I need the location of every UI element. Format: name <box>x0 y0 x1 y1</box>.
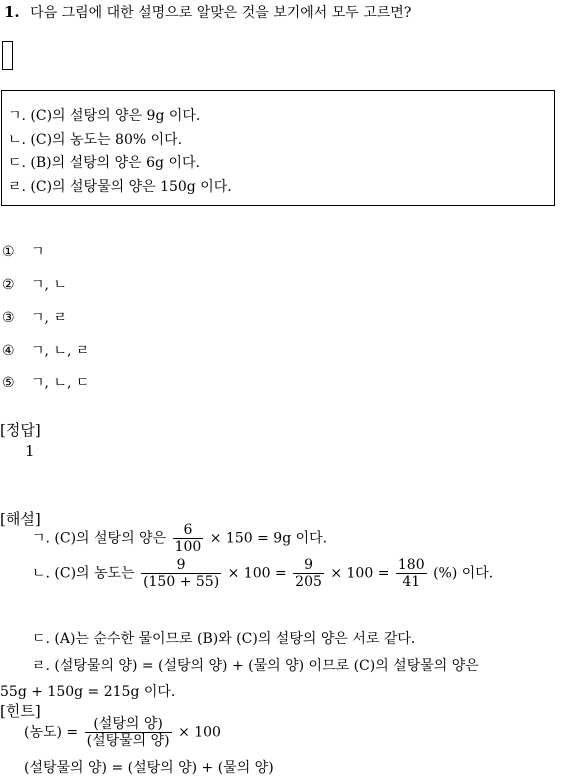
question-header <box>4 2 411 22</box>
choice-text: ㄱ, ㄴ <box>31 277 67 293</box>
question-number: 1. <box>4 3 20 21</box>
answer-value: 1 <box>25 442 35 460</box>
denominator: (150 + 55) <box>143 574 220 590</box>
choice-5[interactable] <box>2 372 89 392</box>
explanation-line-4: ㄹ. (설탕물의 양) = (설탕의 양) + (물의 양) 이므로 (C)의 설탕물의 양은 <box>32 658 479 674</box>
numerator: 180 <box>397 557 425 573</box>
numerator: 9 <box>176 557 186 573</box>
fraction <box>293 557 324 590</box>
explanation-label: [해설] <box>0 510 41 528</box>
numerator: 9 <box>304 557 313 573</box>
denominator: (설탕물의 양) <box>86 733 170 749</box>
figure-placeholder <box>2 41 13 70</box>
explanation-line-2 <box>32 557 493 590</box>
numerator: 6 <box>183 522 193 538</box>
choice-mark: ⑤ <box>2 375 15 391</box>
bogi-item-2: ㄴ. (C)의 농도는 80% 이다. <box>8 132 183 148</box>
choice-text: ㄱ, ㄴ, ㄹ <box>31 343 90 359</box>
fraction <box>141 557 221 590</box>
numerator: (설탕의 양) <box>93 716 163 732</box>
choice-mark: ② <box>2 277 15 293</box>
explanation-line-1 <box>32 522 327 555</box>
bogi-item-3: ㄷ. (B)의 설탕의 양은 6g 이다. <box>8 155 200 171</box>
question-text: 다음 그림에 대한 설명으로 알맞은 것을 보기에서 모두 고르면? <box>30 5 412 21</box>
choice-mark: ④ <box>2 343 15 359</box>
choice-4[interactable] <box>2 340 89 360</box>
choice-text: ㄱ, ㄹ <box>31 310 67 326</box>
choice-mark: ③ <box>2 310 15 326</box>
bogi-item-1: ㄱ. (C)의 설탕의 양은 9g 이다. <box>8 108 201 124</box>
text: × 100 <box>178 724 221 741</box>
hint-label: [힌트] <box>0 702 41 720</box>
denominator: 100 <box>174 539 202 555</box>
choice-3[interactable] <box>2 307 67 327</box>
fraction <box>85 716 172 749</box>
fraction <box>396 557 427 590</box>
choice-2[interactable] <box>2 274 67 294</box>
text: (%) 이다. <box>433 565 494 582</box>
fraction <box>173 522 204 555</box>
denominator: 41 <box>396 573 427 590</box>
text: ㄴ. (C)의 농도는 <box>32 565 135 582</box>
choice-text: ㄱ, ㄴ, ㄷ <box>31 375 90 391</box>
denominator: 205 <box>295 574 322 590</box>
choice-1[interactable] <box>2 241 45 261</box>
choice-mark: ① <box>2 244 15 260</box>
text: ㄱ. (C)의 설탕의 양은 <box>32 530 167 547</box>
bogi-item-4: ㄹ. (C)의 설탕물의 양은 150g 이다. <box>8 179 232 195</box>
hint-line-1 <box>24 716 221 749</box>
text: (농도) = <box>24 724 79 741</box>
answer-label: [정답] <box>0 421 41 439</box>
explanation-line-5: 55g + 150g = 215g 이다. <box>0 684 176 700</box>
text: × 100 = <box>330 565 390 582</box>
text: × 150 = 9g 이다. <box>209 530 328 547</box>
hint-line-2: (설탕물의 양) = (설탕의 양) + (물의 양) <box>24 760 274 776</box>
choice-text: ㄱ <box>31 244 45 260</box>
text: × 100 = <box>227 565 287 582</box>
explanation-line-3: ㄷ. (A)는 순수한 물이므로 (B)와 (C)의 설탕의 양은 서로 같다. <box>32 631 416 647</box>
